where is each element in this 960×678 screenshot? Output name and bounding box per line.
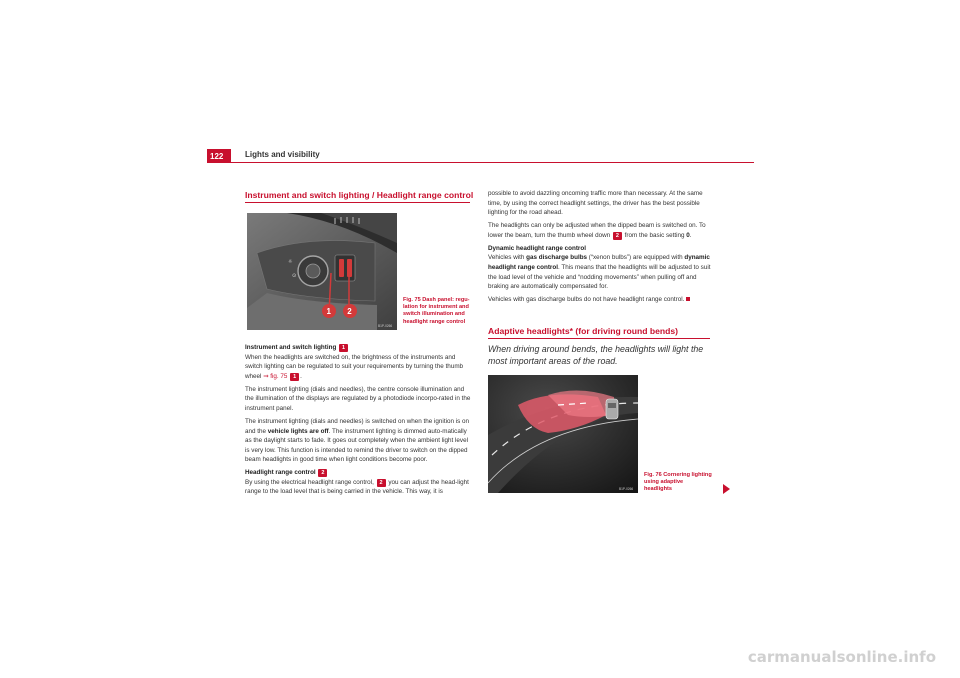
footer-watermark: carmanualsonline.info <box>747 648 936 666</box>
badge-1: 1 <box>339 344 348 352</box>
paragraph: The instrument lighting (dials and needles) is switched on when the ignition is on and the vehicle lights are off. The instrument lighting is dimmed auto-matically as the daylight starts to fade. It goes out completely when the ambient light level is very low. This function is intended to remind the driver to switch on the dipped beam headlights in good time when light conditions become poor. <box>245 417 470 464</box>
subheading-instrument-lighting: Instrument and switch lighting 1 <box>245 343 471 353</box>
dash-panel-illustration <box>247 213 397 330</box>
badge-2: 2 <box>318 469 327 477</box>
badge-2-inline: 2 <box>377 479 386 487</box>
section-divider <box>245 202 470 203</box>
cornering-illustration <box>488 375 638 493</box>
section-subtitle: When driving around bends, the headlights will light the most important areas of the road. <box>488 344 704 366</box>
paragraph: The instrument lighting (dials and needles), the centre console illumination and the illumination of the displays are regulated by a photodiode incorpo-rated in the instrument panel. <box>245 385 471 412</box>
figure-76-caption: Fig. 76 Cornering lighting using adaptive headlights <box>644 472 712 493</box>
svg-text:⊙: ⊙ <box>292 273 297 279</box>
paragraph: The headlights can only be adjusted when the dipped beam is switched on. To lower the beam, turn the thumb wheel down 2 from the basic setting 0. <box>488 222 706 239</box>
page-number-text: 122 <box>210 151 224 161</box>
svg-text:☼: ☼ <box>288 259 293 265</box>
subheading-headlight-range: Headlight range control 2 <box>245 468 471 478</box>
paragraph: When the headlights are switched on, the brightness of the instruments and switch lighting can be regulated to suit your requirements by turning the thumb wheel ⇒ fig. 75 1 . <box>245 353 464 380</box>
figure-code: B1P-0266 <box>619 487 634 491</box>
section-title-adaptive: Adaptive headlights* (for driving round bends) <box>488 326 679 336</box>
column-1-text <box>245 343 471 500</box>
chapter-title: Lights and visibility <box>245 150 320 159</box>
next-page-arrow-icon[interactable] <box>723 484 730 494</box>
paragraph: Vehicles with gas discharge bulbs (“xenon bulbs”) are equipped with dynamic headlight range control. This means that the headlights will be adjusted to suit the load level of the vehicle and “nodding movements” when pulling off and braking are automatically compensated for. <box>488 254 711 291</box>
figure-dash-panel <box>247 213 397 330</box>
paragraph: possible to avoid dazzling oncoming traffic more than necessary. At the same time, by using the correct headlight settings, the driver has the best possible lighting for the road ahead. <box>488 190 703 217</box>
subheading-dynamic-range: Dynamic headlight range control <box>488 244 586 252</box>
figure-cornering-lighting <box>488 375 638 493</box>
badge-1-inline: 1 <box>290 373 299 381</box>
column-2-text <box>488 189 712 308</box>
badge-2-inline: 2 <box>613 232 622 240</box>
section-divider <box>488 338 710 339</box>
paragraph: By using the electrical headlight range control, 2 you can adjust the head-light range to the load level that is being carried in the vehicle. This way, it is <box>245 478 469 496</box>
figure-reference-link[interactable]: ⇒ fig. 75 <box>263 372 288 380</box>
end-of-section-marker <box>686 297 690 301</box>
page-number <box>207 149 231 163</box>
figure-75-caption: Fig. 75 Dash panel: regu-lation for instrument and switch illumination and headlight range control <box>403 297 470 325</box>
section-title-lighting: Instrument and switch lighting / Headlight range control <box>245 190 474 200</box>
figure-code: B1P-0266 <box>378 324 393 328</box>
callout-1: 1 <box>326 307 331 316</box>
paragraph: Vehicles with gas discharge bulbs do not have headlight range control. <box>488 295 712 305</box>
header-divider <box>207 162 754 163</box>
callout-2: 2 <box>347 307 352 316</box>
